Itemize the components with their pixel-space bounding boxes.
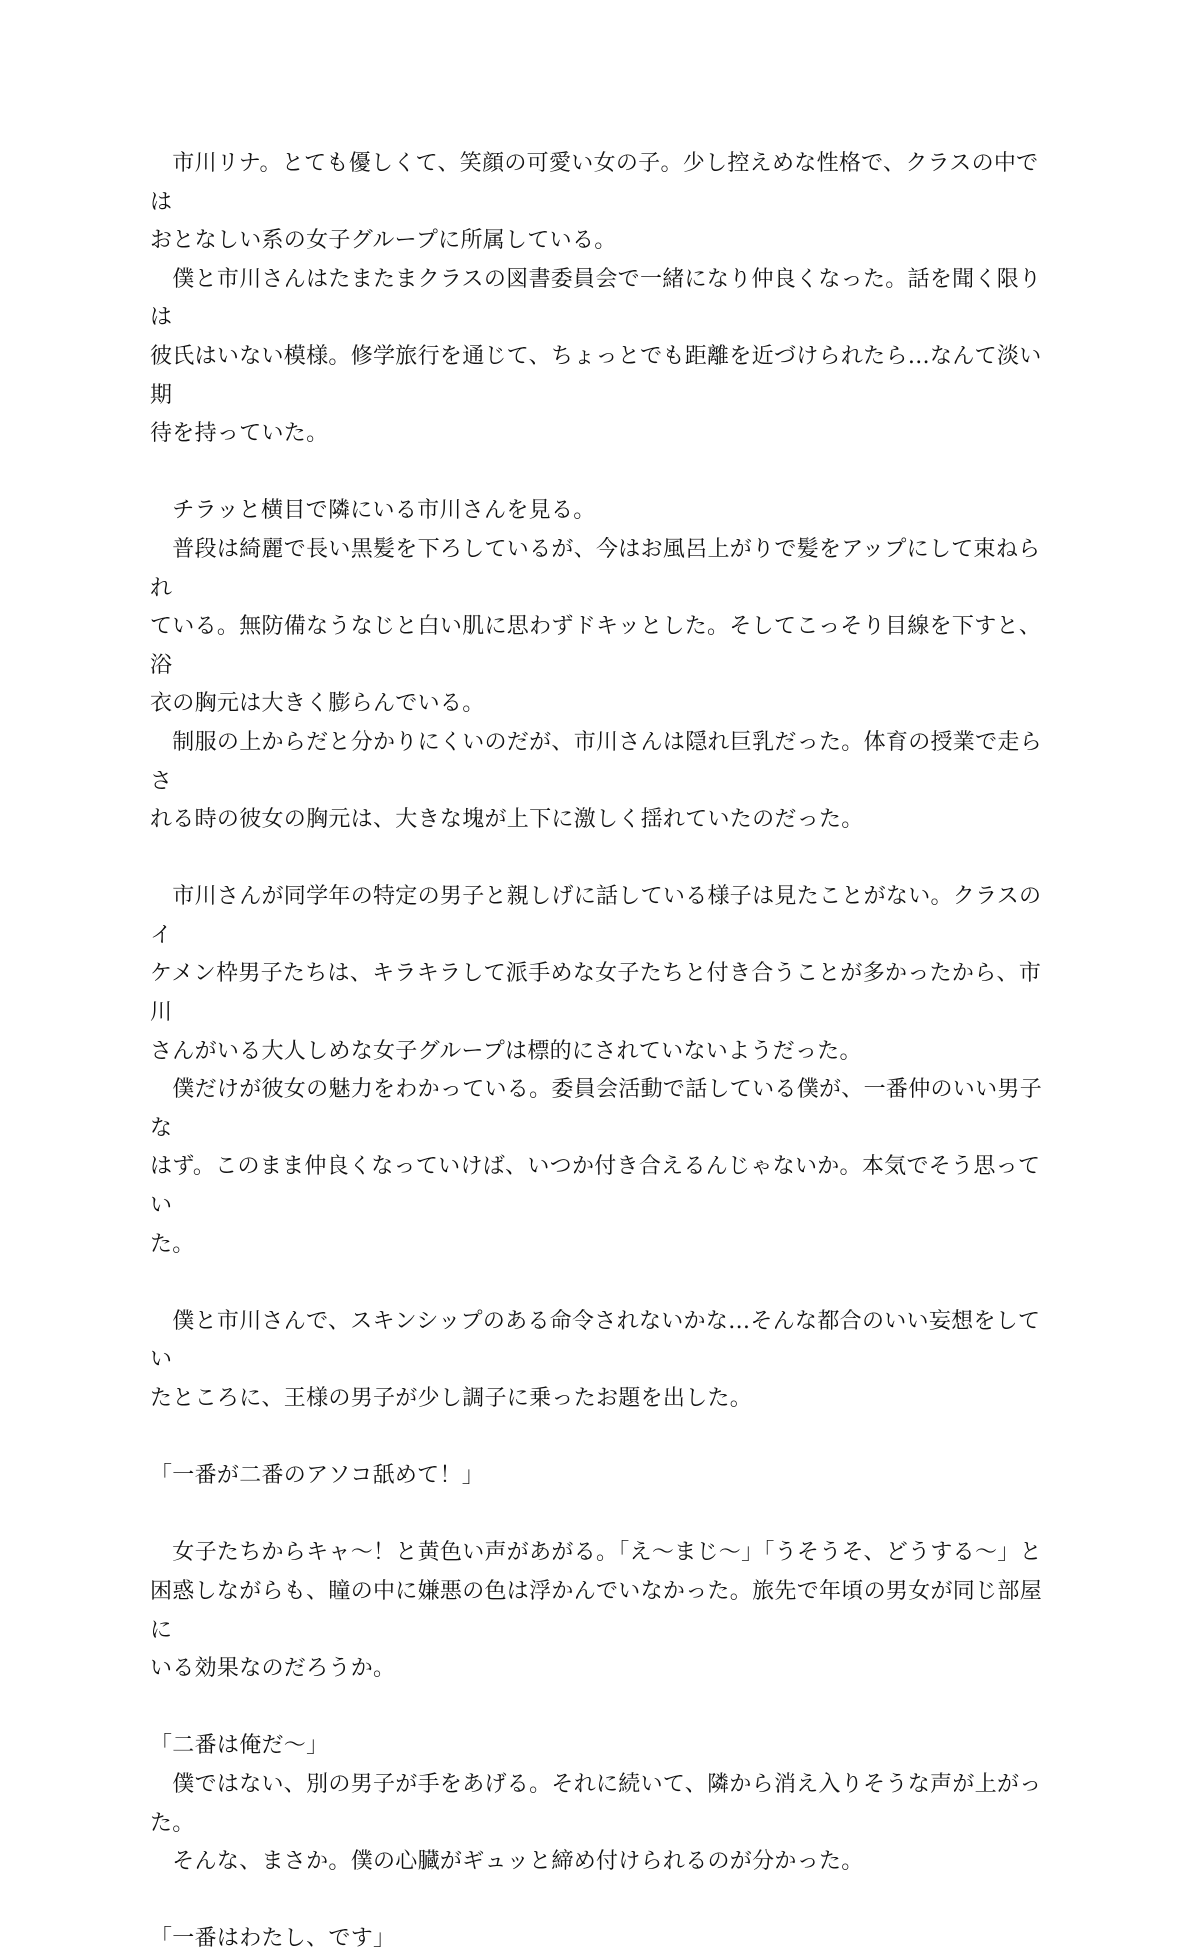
blank-line — [150, 840, 1050, 879]
blank-line — [150, 1419, 1050, 1458]
blank-line — [150, 1689, 1050, 1728]
paragraph: 僕だけが彼女の魅力をわかっている。委員会活動で話している僕が、一番仲のいい男子な はず。このまま仲良くなっていけば、いつか付き合えるんじゃないか。本気でそう思ってい た。 — [150, 1077, 1043, 1257]
paragraph: そんな、まさか。僕の心臓がギュッと締め付けられるのが分かった。 — [150, 1849, 864, 1875]
blank-line — [150, 1882, 1050, 1921]
paragraph: 普段は綺麗で長い黒髪を下ろしているが、今はお風呂上がりで髪をアップにして束ねられ ている。無防備なうなじと白い肌に思わずドキッとした。そしてこっそり目線を下すと、浴 衣の胸元は大きく膨らんでいる。 — [150, 536, 1042, 717]
paragraph: チラッと横目で隣にいる市川さんを見る。 — [150, 498, 596, 524]
dialogue-line: 「二番は俺だ～」 — [150, 1733, 329, 1759]
blank-line — [150, 1496, 1050, 1535]
paragraph: 僕ではない、別の男子が手をあげる。それに続いて、隣から消え入りそうな声が上がっ た。 — [150, 1771, 1042, 1836]
paragraph: 女子たちからキャ～！と黄色い声があがる。「え～まじ～」「うそうそ、どうする～」と 困惑しながらも、瞳の中に嫌悪の色は浮かんでいなかった。旅先で年頃の男女が同じ部屋に いる効果なのだろうか。 — [150, 1540, 1043, 1682]
blank-line — [150, 454, 1050, 493]
body-text — [150, 145, 1050, 1959]
paragraph: 僕と市川さんはたまたまクラスの図書委員会で一緒になり仲良くなった。話を聞く限りは 彼氏はいない模様。修学旅行を通じて、ちょっとでも距離を近づけられたら…なんて淡い期 待を持っていた。 — [150, 266, 1042, 447]
blank-line — [150, 1264, 1050, 1303]
paragraph: 僕と市川さんで、スキンシップのある命令されないかな…そんな都合のいい妄想をしてい たところに、王様の男子が少し調子に乗ったお題を出した。 — [150, 1308, 1041, 1411]
dialogue-line: 「一番はわたし、です」 — [150, 1926, 396, 1952]
paragraph: 制服の上からだと分かりにくいのだが、市川さんは隠れ巨乳だった。体育の授業で走らさ れる時の彼女の胸元は、大きな塊が上下に激しく揺れていたのだった。 — [150, 729, 1043, 833]
paragraph: 市川リナ。とても優しくて、笑顔の可愛い女の子。少し控えめな性格で、クラスの中では おとなしい系の女子グループに所属している。 — [150, 151, 1039, 254]
paragraph: 市川さんが同学年の特定の男子と親しげに話している様子は見たことがない。クラスのイ ケメン枠男子たちは、キラキラして派手めな女子たちと付き合うことが多かったから、市川 さんがいる大人しめな女子グループは標的にされていないようだった。 — [150, 884, 1042, 1064]
dialogue-line: 「一番が二番のアソコ舐めて！」 — [150, 1463, 485, 1489]
